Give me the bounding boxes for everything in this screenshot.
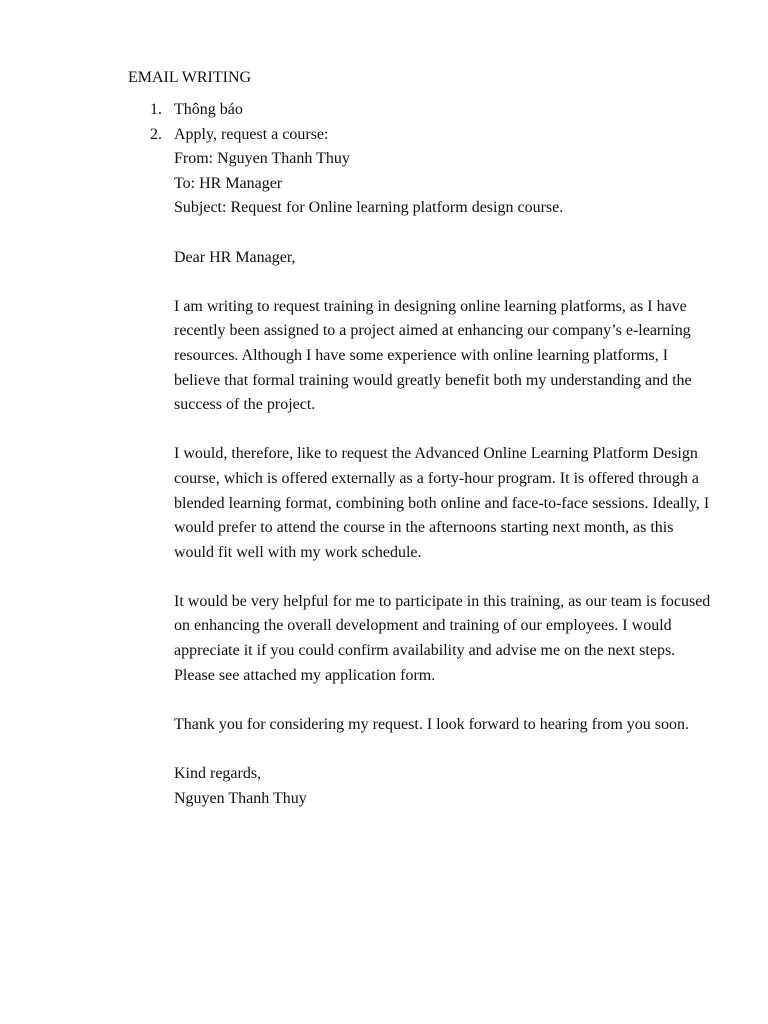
email-to: To: HR Manager: [174, 174, 283, 192]
document-title: EMAIL WRITING: [128, 69, 252, 86]
email-paragraph-4: Thank you for considering my request. I look forward to hearing from you soon.: [174, 715, 689, 733]
email-signature: Nguyen Thanh Thuy: [174, 789, 307, 807]
list-item-text: Thông báo: [174, 101, 243, 118]
email-paragraph-3: It would be very helpful for me to participate in this training, as our team is focused on enhancing the overall development and training of our employees. I would appreciate it if you could confirm availability and advise me on the next steps. Please see attached my application form.: [174, 592, 711, 684]
list-item-text: Apply, request a course:: [174, 125, 329, 143]
email-greeting: Dear HR Manager,: [174, 248, 296, 266]
list-number: 1.: [150, 101, 162, 118]
email-from: From: Nguyen Thanh Thuy: [174, 150, 350, 168]
email-closing: Kind regards,: [174, 765, 262, 783]
email-paragraph-1: I am writing to request training in designing online learning platforms, as I have recently been assigned to a project aimed at enhancing our company’s e-learning resources. Although I have some experience with online learning platforms, I believe that formal training would greatly benefit both my understanding and the success of the project.: [174, 297, 692, 414]
list-item: [128, 123, 718, 812]
email-paragraph-2: I would, therefore, like to request the Advanced Online Learning Platform Design course, which is offered externally as a forty-hour program. It is offered through a blended learning format, combining both online and face-to-face sessions. Ideally, I would prefer to attend the course in the afternoons starting next month, as this would fit well with my work schedule.: [174, 445, 710, 561]
email-subject: Subject: Request for Online learning platform design course.: [174, 199, 564, 217]
numbered-list: [128, 98, 718, 811]
list-number: 2.: [150, 125, 162, 143]
list-item: [128, 98, 718, 123]
